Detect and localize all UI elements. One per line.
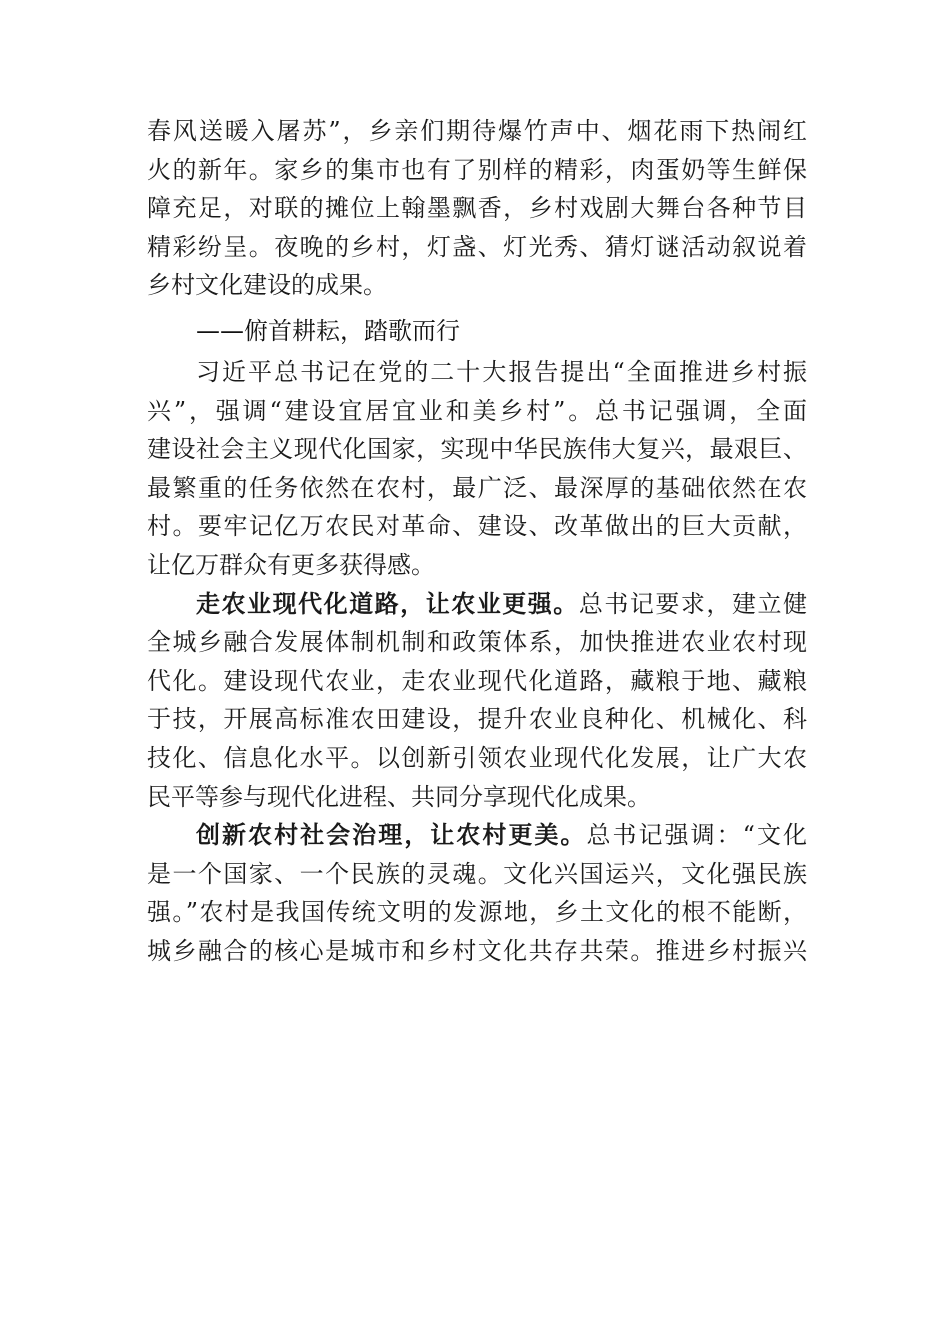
- paragraph-lead-bold: 走农业现代化道路，让农业更强。: [196, 588, 579, 618]
- text-line: 于技，开展高标准农田建设，提升农业良种化、机械化、科: [147, 705, 807, 734]
- paragraph-2: [147, 353, 807, 585]
- text-line: 火的新年。家乡的集市也有了别样的精彩，肉蛋奶等生鲜保: [147, 155, 807, 184]
- text-line: 代化。建设现代农业，走农业现代化道路，藏粮于地、藏粮: [147, 666, 807, 695]
- section-heading: ——俯首耕耘，踏歌而行: [196, 316, 460, 345]
- paragraph-1: [147, 112, 807, 305]
- text-line: 民平等参与现代化进程、共同分享现代化成果。: [147, 782, 651, 811]
- text-line: 兴”，强调“建设宜居宜业和美乡村”。总书记强调，全面: [147, 396, 807, 425]
- text-line: 让亿万群众有更多获得感。: [147, 550, 435, 579]
- text-line: 村。要牢记亿万农民对革命、建设、改革做出的巨大贡献，: [147, 512, 807, 541]
- text-line: 最繁重的任务依然在农村，最广泛、最深厚的基础依然在农: [147, 473, 807, 502]
- text-line: 习近平总书记在党的二十大报告提出“全面推进乡村振: [196, 357, 807, 386]
- text-line: 精彩纷呈。夜晚的乡村，灯盏、灯光秀、猜灯谜活动叙说着: [147, 232, 807, 261]
- paragraph-lead-rest: 总书记强调：“文化: [586, 821, 807, 850]
- text-line: 技化、信息化水平。以创新引领农业现代化发展，让广大农: [147, 743, 807, 772]
- text-line: 乡村文化建设的成果。: [147, 271, 387, 300]
- text-line: 强。”农村是我国传统文明的发源地，乡土文化的根不能断，: [147, 898, 807, 927]
- text-line: 建设社会主义现代化国家，实现中华民族伟大复兴，最艰巨、: [147, 435, 807, 464]
- text-line: 障充足，对联的摊位上翰墨飘香，乡村戏剧大舞台各种节目: [147, 194, 807, 223]
- document-body: [147, 112, 807, 970]
- text-line: 全城乡融合发展体制机制和政策体系，加快推进农业农村现: [147, 628, 807, 657]
- text-line: 城乡融合的核心是城市和乡村文化共存共荣。推进乡村振兴: [147, 936, 807, 965]
- text-line: 是一个国家、一个民族的灵魂。文化兴国运兴，文化强民族: [147, 859, 807, 888]
- text-line: [147, 585, 807, 624]
- text-line: 春风送暖入屠苏”，乡亲们期待爆竹声中、烟花雨下热闹红: [147, 117, 807, 145]
- paragraph-lead-rest: 总书记要求，建立健: [578, 589, 808, 618]
- paragraph-3: [147, 585, 807, 817]
- paragraph-lead-bold: 创新农村社会治理，让农村更美。: [196, 820, 587, 850]
- paragraph-4: [147, 816, 807, 970]
- text-line: [147, 816, 807, 855]
